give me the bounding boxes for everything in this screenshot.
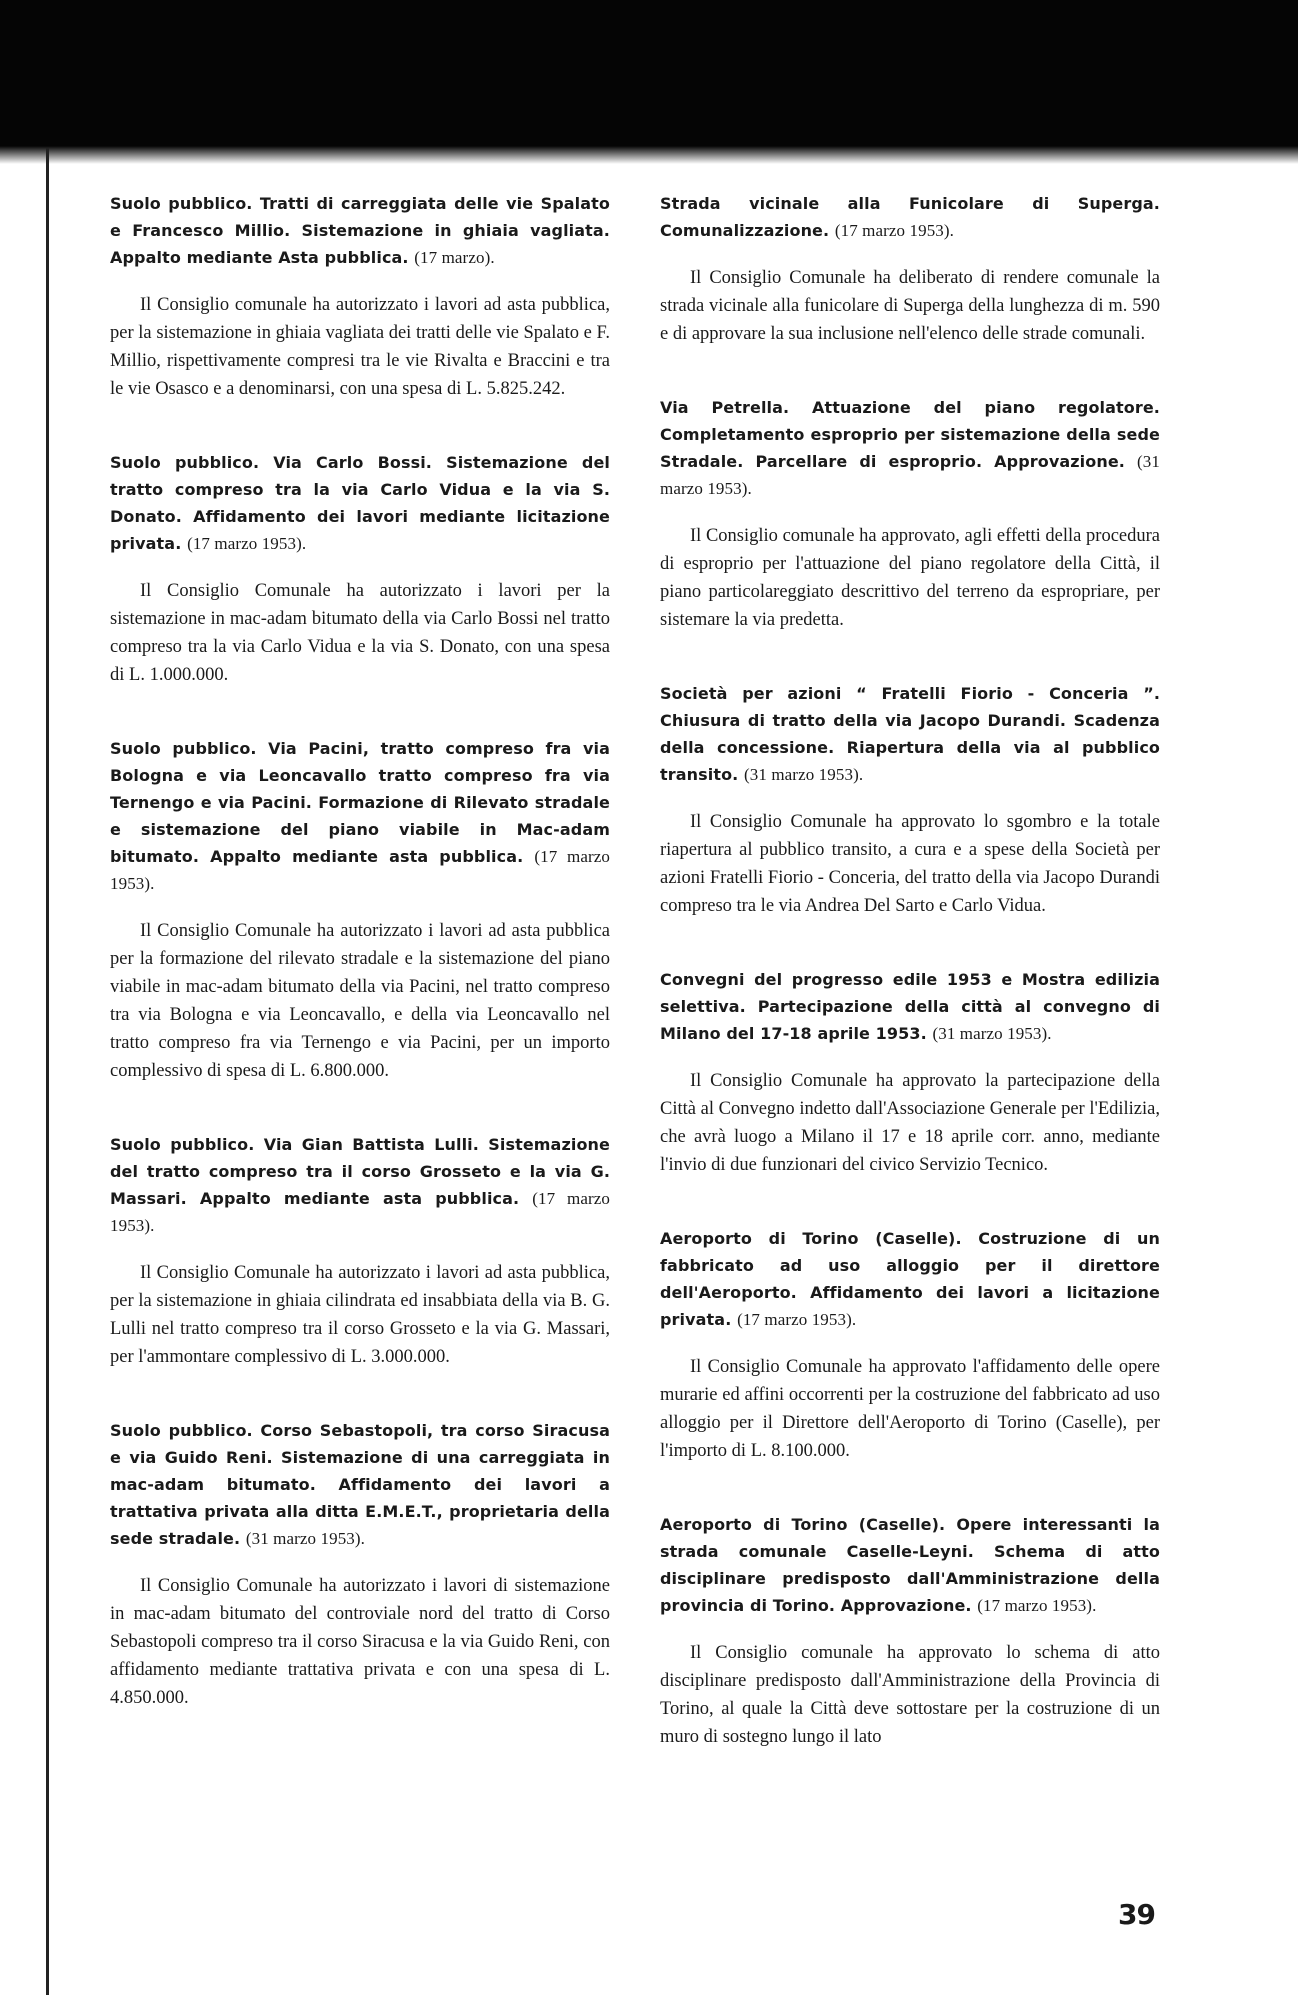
article-heading bbox=[110, 449, 610, 557]
article-entry bbox=[660, 966, 1160, 1179]
article-heading bbox=[110, 1131, 610, 1239]
article-heading bbox=[660, 1225, 1160, 1333]
article-entry bbox=[110, 449, 610, 689]
article-heading bbox=[660, 394, 1160, 502]
article-date: (31 marzo 1953). bbox=[660, 452, 1160, 498]
article-title: Società per azioni “ Fratelli Fiorio - Conceria ”. Chiusura di tratto della via Jacopo Durandi. Scadenza della concessione. Riapertura della via al pubblico transito. bbox=[660, 684, 1160, 784]
article-body: Il Consiglio comunale ha approvato, agli effetti della procedura di esproprio per l'attuazione del piano regolatore della Città, il piano particolareggiato descrittivo del terreno da espropriare, per sistemare la via predetta. bbox=[660, 526, 1160, 630]
article-title: Aeroporto di Torino (Caselle). Opere interessanti la strada comunale Caselle-Leyni. Schema di atto disciplinare predisposto dall'Amministrazione della provincia di Torino. Approvazione. bbox=[660, 1515, 1160, 1615]
article-body: Il Consiglio comunale ha approvato lo schema di atto disciplinare predisposto dall'Amministrazione della Provincia di Torino, al quale la Città deve sottostare per la costruzione di un muro di sostegno lungo il lato bbox=[660, 1643, 1160, 1747]
article-heading bbox=[660, 680, 1160, 788]
article-heading bbox=[110, 735, 610, 897]
article-date: (17 marzo 1953). bbox=[977, 1596, 1097, 1615]
document-page bbox=[110, 190, 1175, 1950]
article-title: Suolo pubblico. Via Pacini, tratto compreso fra via Bologna e via Leoncavallo tratto compreso fra via Ternengo e via Pacini. Formazione di Rilevato stradale e sistemazione del piano viabile in Mac-adam bitumato. Appalto mediante asta pubblica. bbox=[110, 739, 610, 866]
article-entry bbox=[110, 735, 610, 1085]
article-body: Il Consiglio Comunale ha approvato lo sgombro e la totale riapertura al pubblico transito, a cura e a spese della Società per azioni Fratelli Fiorio - Conceria, del tratto della via Jacopo Durandi compreso tra le via Andrea Del Sarto e Carlo Vidua. bbox=[660, 812, 1160, 916]
article-date: (17 marzo). bbox=[414, 248, 495, 267]
article-body: Il Consiglio Comunale ha deliberato di rendere comunale la strada vicinale alla funicolare di Superga della lunghezza di m. 590 e di approvare la sua inclusione nell'elenco delle strade comunali. bbox=[660, 268, 1160, 344]
article-title: Convegni del progresso edile 1953 e Mostra edilizia selettiva. Partecipazione della città al convegno di Milano del 17-18 aprile 1953. bbox=[660, 970, 1160, 1043]
article-body: Il Consiglio comunale ha autorizzato i lavori ad asta pubblica, per la sistemazione in ghiaia vagliata dei tratti delle vie Spalato e F. Millio, rispettivamente compresi tra le vie Rivalta e Braccini e tra le vie Osasco e a denominarsi, con una spesa di L. 5.825.242. bbox=[110, 295, 610, 399]
scan-top-dark-band bbox=[0, 0, 1298, 150]
article-heading bbox=[660, 190, 1160, 244]
article-entry bbox=[110, 1417, 610, 1712]
article-body: Il Consiglio Comunale ha autorizzato i lavori ad asta pubblica per la formazione del rilevato stradale e la sistemazione del piano viabile in mac-adam bitumato della via Pacini, nel tratto compreso tra via Bologna e via Leoncavallo, e della via Leoncavallo nel tratto compreso fra via Ternengo e via Pacini, per un importo complessivo di spesa di L. 6.800.000. bbox=[110, 921, 610, 1081]
scan-band-edge bbox=[0, 146, 1298, 164]
article-title: Strada vicinale alla Funicolare di Superga. Comunalizzazione. bbox=[660, 194, 1160, 240]
article-date: (31 marzo 1953). bbox=[245, 1529, 366, 1548]
article-entry bbox=[660, 190, 1160, 348]
article-title: Suolo pubblico. Via Carlo Bossi. Sistemazione del tratto compreso tra la via Carlo Vidua e la via S. Donato. Affidamento dei lavori mediante licitazione privata. bbox=[110, 453, 610, 553]
article-entry bbox=[660, 1225, 1160, 1465]
article-title: Suolo pubblico. Via Gian Battista Lulli. Sistemazione del tratto compreso tra il corso Grosseto e la via G. Massari. Appalto mediante asta pubblica. bbox=[110, 1135, 610, 1208]
article-title: Suolo pubblico. Corso Sebastopoli, tra corso Siracusa e via Guido Reni. Sistemazione di una carreggiata in mac-adam bitumato. Affidamento dei lavori a trattativa privata alla ditta E.M.E.T., proprietaria della sede stradale. bbox=[110, 1421, 610, 1548]
article-title: Aeroporto di Torino (Caselle). Costruzione di un fabbricato ad uso alloggio per il direttore dell'Aeroporto. Affidamento dei lavori a licitazione privata. bbox=[660, 1229, 1160, 1329]
article-heading bbox=[660, 966, 1160, 1047]
article-date: (17 marzo 1953). bbox=[110, 847, 611, 893]
article-entry bbox=[110, 190, 610, 403]
article-body: Il Consiglio Comunale ha autorizzato i lavori di sistemazione in mac-adam bitumato del controviale nord del tratto di Corso Sebastopoli compreso tra il corso Siracusa e la via Guido Reni, con affidamento mediante trattativa privata e con una spesa di L. 4.850.000. bbox=[110, 1576, 610, 1708]
article-title: Via Petrella. Attuazione del piano regolatore. Completamento esproprio per sistemazione della sede Stradale. Parcellare di esproprio. Approvazione. bbox=[660, 398, 1160, 471]
article-title: Suolo pubblico. Tratti di carreggiata delle vie Spalato e Francesco Millio. Sistemazione in ghiaia vagliata. Appalto mediante Asta pubblica. bbox=[110, 194, 610, 267]
article-body: Il Consiglio Comunale ha autorizzato i lavori ad asta pubblica, per la sistemazione in ghiaia cilindrata ed insabbiata della via B. G. Lulli nel tratto compreso tra il corso Grosseto e la via G. Massari, per l'ammontare complessivo di L. 3.000.000. bbox=[110, 1263, 610, 1367]
article-entry bbox=[660, 1511, 1160, 1751]
article-date: (17 marzo 1953). bbox=[187, 534, 307, 553]
article-date: (17 marzo 1953). bbox=[110, 1189, 610, 1235]
article-body: Il Consiglio Comunale ha approvato la partecipazione della Città al Convegno indetto dall'Associazione Generale per l'Edilizia, che avrà luogo a Milano il 17 e 18 aprile corr. anno, mediante l'invio di due funzionari del civico Servizio Tecnico. bbox=[660, 1071, 1160, 1175]
article-entry bbox=[660, 680, 1160, 920]
binding-margin-line bbox=[46, 148, 49, 1995]
article-date: (17 marzo 1953). bbox=[737, 1310, 857, 1329]
article-date: (31 marzo 1953). bbox=[744, 765, 864, 784]
article-body: Il Consiglio Comunale ha autorizzato i lavori per la sistemazione in mac-adam bitumato della via Carlo Bossi nel tratto compreso tra la via Carlo Vidua e la via S. Donato, con una spesa di L. 1.000.000. bbox=[110, 581, 610, 685]
article-heading bbox=[110, 190, 610, 271]
right-column bbox=[660, 190, 1160, 1797]
article-date: (17 marzo 1953). bbox=[834, 221, 955, 240]
article-date: (31 marzo 1953). bbox=[932, 1024, 1052, 1043]
article-heading bbox=[110, 1417, 610, 1552]
article-entry bbox=[110, 1131, 610, 1371]
article-entry bbox=[660, 394, 1160, 634]
page-number: 39 bbox=[1118, 1898, 1155, 1931]
article-heading bbox=[660, 1511, 1160, 1619]
left-column bbox=[110, 190, 610, 1758]
article-body: Il Consiglio Comunale ha approvato l'affidamento delle opere murarie ed affini occorrenti per la costruzione del fabbricato ad uso alloggio per il Direttore dell'Aeroporto di Torino (Caselle), per l'importo di L. 8.100.000. bbox=[660, 1357, 1160, 1461]
